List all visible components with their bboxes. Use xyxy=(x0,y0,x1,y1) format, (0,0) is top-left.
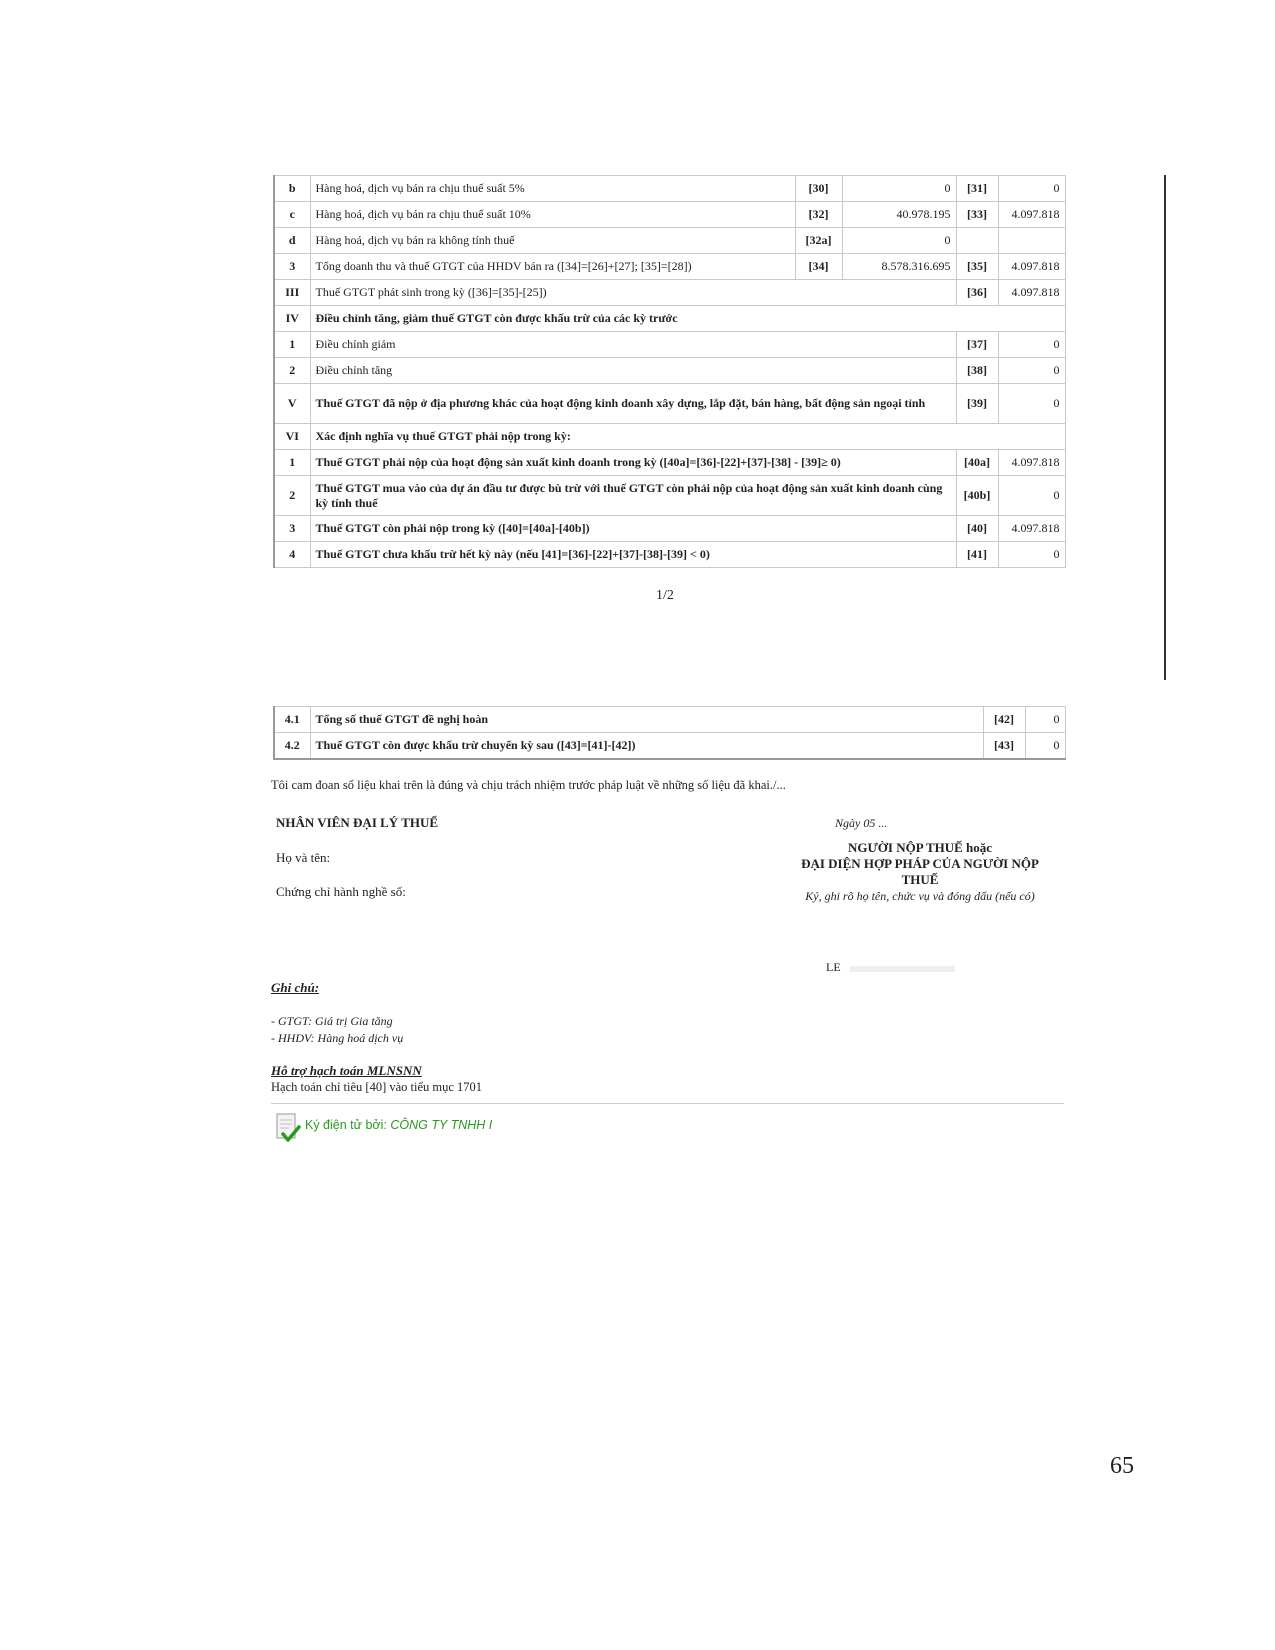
agent-name-label: Họ và tên: xyxy=(276,850,331,865)
row-tax-value: 0 xyxy=(998,358,1065,384)
row-description: Thuế GTGT mua vào của dự án đầu tư được bù trừ với thuế GTGT còn phải nộp của hoạt động sản xuất kinh doanh cùng kỳ tính thuế xyxy=(310,476,956,516)
row-tax-code: [42] xyxy=(983,707,1025,733)
row-index: 2 xyxy=(274,358,310,384)
table-row xyxy=(274,332,1065,358)
row-tax-value xyxy=(998,228,1065,254)
table-row xyxy=(274,707,1065,733)
row-tax-code: [31] xyxy=(956,176,998,202)
row-tax-code xyxy=(956,228,998,254)
row-index: 2 xyxy=(274,476,310,516)
esign-label: Ký điện tử bởi: xyxy=(305,1118,387,1132)
row-index: c xyxy=(274,202,310,228)
signer-redaction xyxy=(850,966,955,972)
sign-date: Ngày 05 ... xyxy=(835,816,888,830)
tax-table-page2 xyxy=(273,706,1066,760)
taxpayer-block xyxy=(770,840,1070,904)
note-item: - GTGT: Giá trị Gia tăng xyxy=(271,1014,393,1028)
row-description: Điều chỉnh giảm xyxy=(310,332,956,358)
row-tax-value: 4.097.818 xyxy=(998,202,1065,228)
taxpayer-line2: ĐẠI DIỆN HỢP PHÁP CỦA NGƯỜI NỘP xyxy=(801,856,1039,871)
row-tax-value: 0 xyxy=(998,542,1065,568)
row-description: Thuế GTGT phát sinh trong kỳ ([36]=[35]-[25]) xyxy=(310,280,956,306)
notes-title: Ghi chú: xyxy=(271,980,320,995)
row-index: 4.1 xyxy=(274,707,310,733)
row-index: V xyxy=(274,384,310,424)
table-row xyxy=(274,280,1065,306)
divider xyxy=(271,1103,1064,1104)
row-description: Thuế GTGT phải nộp của hoạt động sản xuất kinh doanh trong kỳ ([40a]=[36]-[22]+[37]-[38] - [39]≥ 0) xyxy=(310,450,956,476)
table-row xyxy=(274,450,1065,476)
page-marker: 1/2 xyxy=(656,588,674,603)
row-code: [32] xyxy=(795,202,842,228)
row-code: [30] xyxy=(795,176,842,202)
row-index: 1 xyxy=(274,450,310,476)
signer-name: LE xyxy=(826,960,841,974)
row-tax-code: [35] xyxy=(956,254,998,280)
row-code: [34] xyxy=(795,254,842,280)
page-number: 65 xyxy=(1110,1453,1134,1479)
row-tax-code: [33] xyxy=(956,202,998,228)
row-description: Điều chỉnh tăng, giảm thuế GTGT còn được khấu trừ của các kỳ trước xyxy=(310,306,1065,332)
row-value: 40.978.195 xyxy=(842,202,956,228)
row-tax-code: [38] xyxy=(956,358,998,384)
table-row xyxy=(274,306,1065,332)
row-description: Điều chỉnh tăng xyxy=(310,358,956,384)
table-row xyxy=(274,476,1065,516)
row-tax-code: [36] xyxy=(956,280,998,306)
row-tax-code: [40] xyxy=(956,516,998,542)
note-item: - HHDV: Hàng hoá dịch vụ xyxy=(271,1031,404,1045)
row-index: VI xyxy=(274,424,310,450)
row-tax-code: [43] xyxy=(983,733,1025,759)
table-row xyxy=(274,176,1065,202)
row-description: Tổng số thuế GTGT đề nghị hoàn xyxy=(310,707,983,733)
row-index: 1 xyxy=(274,332,310,358)
row-tax-value: 0 xyxy=(998,384,1065,424)
row-tax-code: [40b] xyxy=(956,476,998,516)
table-row xyxy=(274,516,1065,542)
row-value: 0 xyxy=(842,176,956,202)
table-row xyxy=(274,542,1065,568)
row-index: 4.2 xyxy=(274,733,310,759)
row-tax-value: 4.097.818 xyxy=(998,450,1065,476)
support-title: Hỗ trợ hạch toán MLNSNN xyxy=(271,1063,422,1078)
row-value: 8.578.316.695 xyxy=(842,254,956,280)
row-description: Hàng hoá, dịch vụ bán ra không tính thuế xyxy=(310,228,795,254)
esign-line xyxy=(305,1118,492,1132)
row-tax-value: 4.097.818 xyxy=(998,254,1065,280)
table-row xyxy=(274,424,1065,450)
row-tax-value: 0 xyxy=(1025,707,1065,733)
row-index: 3 xyxy=(274,516,310,542)
row-index: IV xyxy=(274,306,310,332)
row-tax-value: 0 xyxy=(998,332,1065,358)
row-description: Thuế GTGT còn phải nộp trong kỳ ([40]=[40a]-[40b]) xyxy=(310,516,956,542)
row-index: 4 xyxy=(274,542,310,568)
esign-icon xyxy=(275,1112,301,1144)
taxpayer-line1: NGƯỜI NỘP THUẾ hoặc xyxy=(847,840,993,855)
row-tax-code: [37] xyxy=(956,332,998,358)
row-index: III xyxy=(274,280,310,306)
table-row xyxy=(274,733,1065,759)
table-row xyxy=(274,254,1065,280)
agent-cert-label: Chứng chỉ hành nghề số: xyxy=(276,884,406,899)
row-description: Hàng hoá, dịch vụ bán ra chịu thuế suất 10% xyxy=(310,202,795,228)
row-code: [32a] xyxy=(795,228,842,254)
row-description: Hàng hoá, dịch vụ bán ra chịu thuế suất 5% xyxy=(310,176,795,202)
row-tax-code: [39] xyxy=(956,384,998,424)
esign-company: CÔNG TY TNHH I xyxy=(390,1118,493,1132)
row-tax-value: 0 xyxy=(998,476,1065,516)
agent-title: NHÂN VIÊN ĐẠI LÝ THUẾ xyxy=(276,815,439,830)
table-row xyxy=(274,384,1065,424)
table-row xyxy=(274,228,1065,254)
row-index: b xyxy=(274,176,310,202)
row-tax-value: 4.097.818 xyxy=(998,516,1065,542)
page-right-border xyxy=(1164,175,1166,680)
row-description: Thuế GTGT đã nộp ở địa phương khác của hoạt động kinh doanh xây dựng, lắp đặt, bán hàng, bất động sản ngoại tỉnh xyxy=(310,384,956,424)
row-tax-code: [40a] xyxy=(956,450,998,476)
tax-table-page1 xyxy=(273,175,1066,568)
row-index: d xyxy=(274,228,310,254)
table-row xyxy=(274,358,1065,384)
row-description: Thuế GTGT chưa khấu trừ hết kỳ này (nếu [41]=[36]-[22]+[37]-[38]-[39] < 0) xyxy=(310,542,956,568)
taxpayer-sign-hint: Ký, ghi rõ họ tên, chức vụ và đóng dấu (nếu có) xyxy=(805,889,1035,903)
row-description: Tổng doanh thu và thuế GTGT của HHDV bán ra ([34]=[26]+[27]; [35]=[28]) xyxy=(310,254,795,280)
support-text: Hạch toán chỉ tiêu [40] vào tiểu mục 1701 xyxy=(271,1080,483,1094)
row-tax-value: 0 xyxy=(1025,733,1065,759)
table-row xyxy=(274,202,1065,228)
row-tax-value: 4.097.818 xyxy=(998,280,1065,306)
row-description: Xác định nghĩa vụ thuế GTGT phải nộp trong kỳ: xyxy=(310,424,1065,450)
taxpayer-line3: THUẾ xyxy=(901,872,939,887)
declaration-text: Tôi cam đoan số liệu khai trên là đúng và chịu trách nhiệm trước pháp luật về những số liệu đã khai./... xyxy=(271,778,786,792)
row-index: 3 xyxy=(274,254,310,280)
row-value: 0 xyxy=(842,228,956,254)
row-tax-code: [41] xyxy=(956,542,998,568)
row-tax-value: 0 xyxy=(998,176,1065,202)
row-description: Thuế GTGT còn được khấu trừ chuyển kỳ sau ([43]=[41]-[42]) xyxy=(310,733,983,759)
